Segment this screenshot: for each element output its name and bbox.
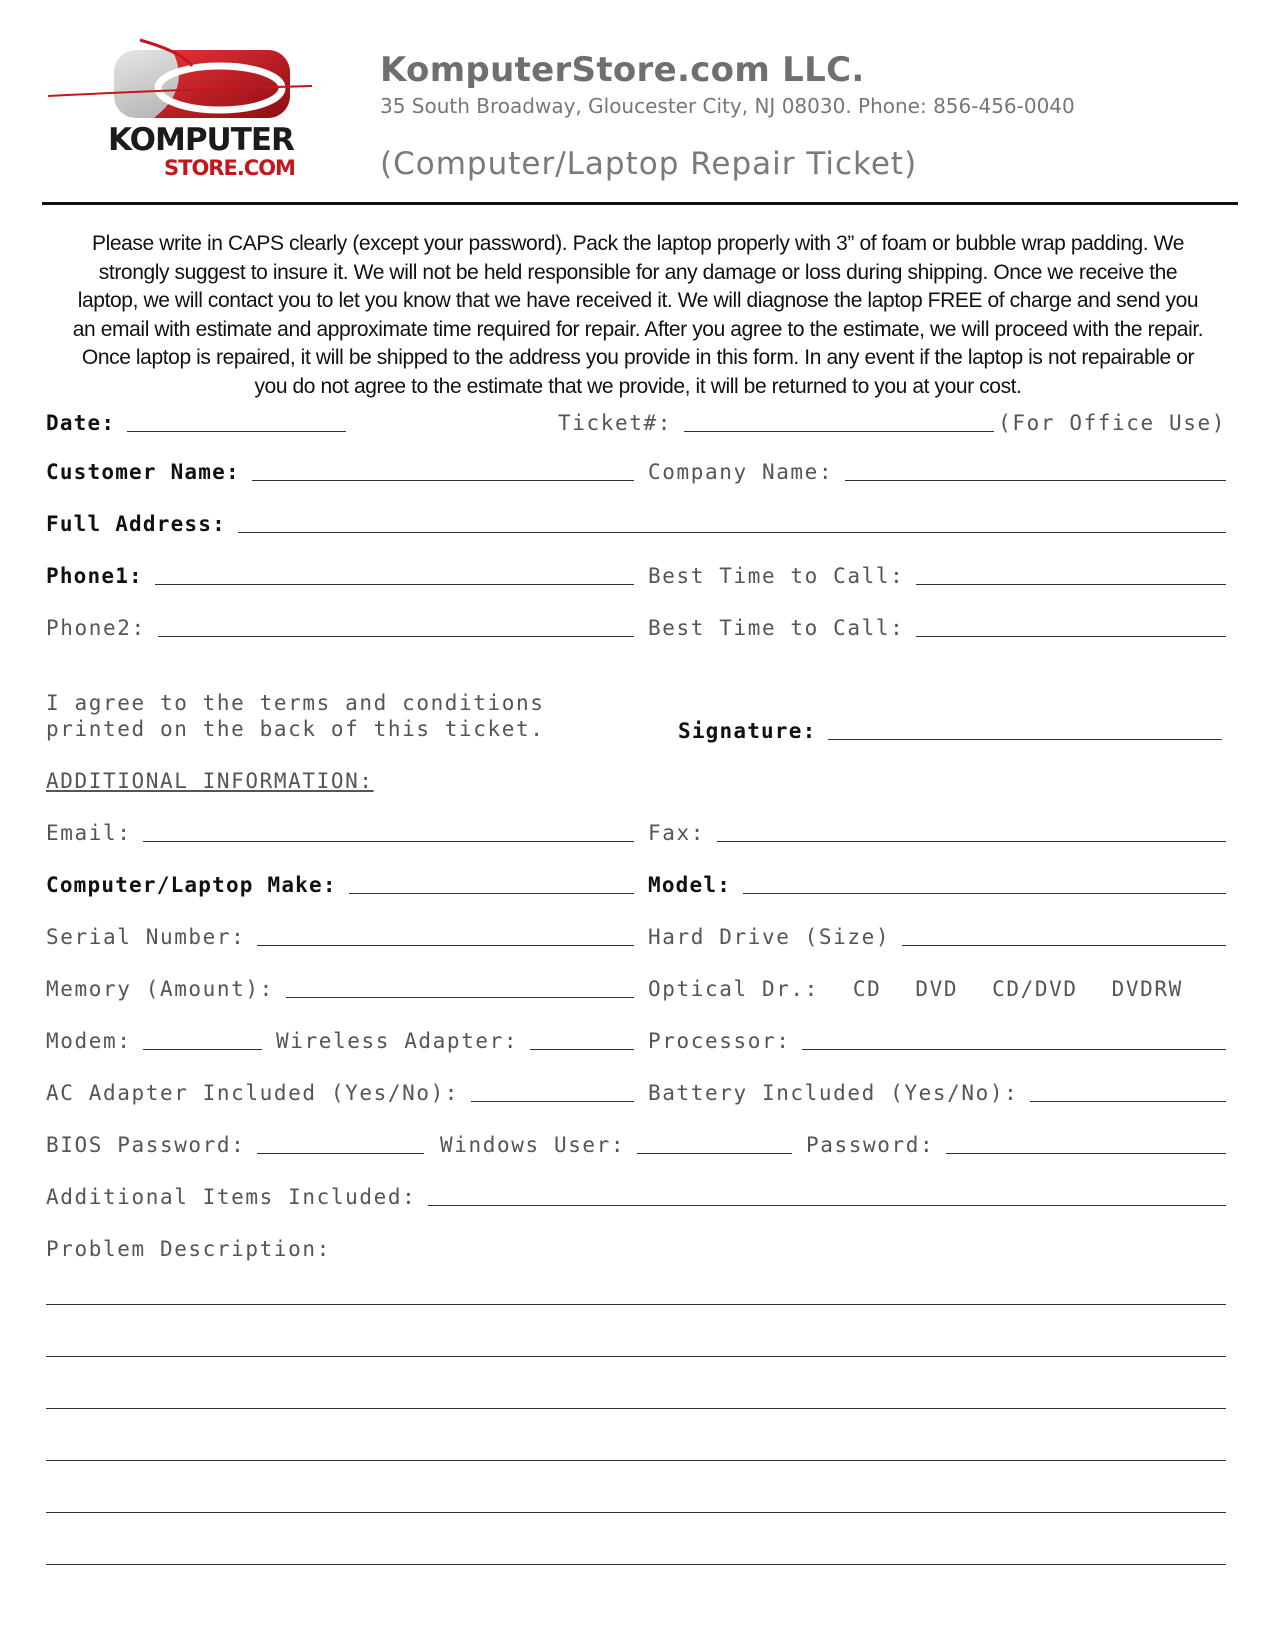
header-divider	[42, 202, 1238, 205]
windows-user-line[interactable]	[637, 1153, 792, 1154]
row-address	[46, 507, 1226, 537]
row-ac-adapter	[46, 1076, 1226, 1106]
problem-description-line[interactable]	[46, 1460, 1226, 1461]
best-time-2-field[interactable]	[648, 611, 1226, 641]
row-email	[46, 816, 1226, 846]
company-name: KomputerStore.com LLC.	[380, 50, 865, 90]
row-phone2	[46, 611, 1226, 641]
row-additional-items	[46, 1180, 1226, 1210]
modem-line[interactable]	[143, 1049, 262, 1050]
logo-text-store: STORE.COM	[164, 156, 295, 180]
serial-number-label: Serial Number:	[46, 925, 246, 949]
memory-label: Memory (Amount):	[46, 977, 274, 1001]
full-address-line[interactable]	[238, 532, 1226, 533]
problem-description-label: Problem Description:	[46, 1237, 331, 1261]
model-field[interactable]	[648, 868, 1226, 898]
email-line[interactable]	[143, 841, 634, 842]
row-customer	[46, 455, 1226, 485]
company-name-line[interactable]	[845, 480, 1226, 481]
windows-user-field[interactable]	[440, 1128, 792, 1158]
company-address: 35 South Broadway, Gloucester City, NJ 08030. Phone: 856-456-0040	[380, 94, 1075, 118]
ac-adapter-line[interactable]	[471, 1101, 634, 1102]
optical-option-dvd[interactable]: DVD	[915, 977, 959, 1001]
ticket-line[interactable]	[684, 431, 994, 432]
phone1-label: Phone1:	[46, 564, 143, 588]
wireless-adapter-label: Wireless Adapter:	[276, 1029, 519, 1053]
email-label: Email:	[46, 821, 132, 845]
password-field[interactable]	[806, 1128, 1226, 1158]
best-time-1-line[interactable]	[916, 584, 1226, 585]
ac-adapter-field[interactable]	[46, 1076, 634, 1106]
customer-name-field[interactable]	[46, 455, 634, 485]
header	[42, 28, 1238, 202]
windows-user-label: Windows User:	[440, 1133, 626, 1157]
wireless-adapter-line[interactable]	[530, 1049, 634, 1050]
problem-description-line[interactable]	[46, 1512, 1226, 1513]
optical-drive-field	[648, 972, 1226, 1002]
processor-line[interactable]	[802, 1049, 1226, 1050]
ticket-office-note: (For Office Use)	[998, 411, 1226, 435]
modem-field[interactable]	[46, 1024, 262, 1054]
row-modem	[46, 1024, 1226, 1054]
date-line[interactable]	[127, 431, 346, 432]
password-line[interactable]	[946, 1153, 1226, 1154]
instructions-paragraph: Please write in CAPS clearly (except your password). Pack the laptop properly with 3” of foam or bubble wrap padding. We strongly suggest to insure it. We will not be held responsible for any damage or loss during shipping. Once we receive the laptop, we will contact you to let you know that we have received it. We will diagnose the laptop FREE of charge and send you an email with estimate and approximate time required for repair. After you agree to the estimate, we will proceed with the repair. Once laptop is repaired, it will be shipped to the address you provide in this form. In any event if the laptop is not repairable or you do not agree to the estimate that we provide, it will be returned to you at your cost.	[72, 232, 1204, 398]
hard-drive-label: Hard Drive (Size)	[648, 925, 891, 949]
phone1-field[interactable]	[46, 559, 634, 589]
phone2-label: Phone2:	[46, 616, 146, 640]
signature-label: Signature:	[678, 719, 817, 743]
processor-label: Processor:	[648, 1029, 791, 1053]
battery-field[interactable]	[648, 1076, 1226, 1106]
company-name-field[interactable]	[648, 455, 1226, 485]
row-phone1	[46, 559, 1226, 589]
ac-adapter-label: AC Adapter Included (Yes/No):	[46, 1081, 460, 1105]
hard-drive-field[interactable]	[648, 920, 1226, 950]
problem-description-line[interactable]	[46, 1356, 1226, 1357]
best-time-2-label: Best Time to Call:	[648, 616, 905, 640]
row-make	[46, 868, 1226, 898]
bios-password-line[interactable]	[257, 1153, 424, 1154]
additional-info-heading: ADDITIONAL INFORMATION:	[46, 769, 374, 793]
agreement-line-1: I agree to the terms and conditions	[46, 691, 545, 715]
problem-description-line[interactable]	[46, 1564, 1226, 1565]
processor-field[interactable]	[648, 1024, 1226, 1054]
fax-field[interactable]	[648, 816, 1226, 846]
logo-text-komputer: KOMPUTER	[108, 122, 294, 158]
customer-name-label: Customer Name:	[46, 460, 240, 484]
row-signature	[46, 714, 1226, 744]
make-field[interactable]	[46, 868, 634, 898]
email-field[interactable]	[46, 816, 634, 846]
problem-description-line[interactable]	[46, 1408, 1226, 1409]
ticket-field[interactable]	[558, 406, 1226, 436]
fax-label: Fax:	[648, 821, 705, 845]
optical-drive-label: Optical Dr.:	[648, 977, 819, 1001]
optical-option-cd[interactable]: CD	[852, 977, 882, 1001]
ticket-label: Ticket#:	[558, 411, 672, 435]
customer-name-line[interactable]	[252, 480, 634, 481]
date-label: Date:	[46, 411, 116, 435]
additional-items-field[interactable]	[46, 1180, 1226, 1210]
serial-number-field[interactable]	[46, 920, 634, 950]
bios-password-label: BIOS Password:	[46, 1133, 246, 1157]
signature-line[interactable]	[828, 739, 1222, 740]
phone1-line[interactable]	[155, 584, 634, 585]
additional-items-label: Additional Items Included:	[46, 1185, 417, 1209]
row-date	[46, 406, 1226, 436]
row-memory	[46, 972, 1226, 1002]
model-label: Model:	[648, 873, 732, 897]
date-field[interactable]	[46, 406, 346, 436]
memory-field[interactable]	[46, 972, 634, 1002]
full-address-field[interactable]	[46, 507, 1226, 537]
bios-password-field[interactable]	[46, 1128, 424, 1158]
make-line[interactable]	[349, 893, 634, 894]
hard-drive-line[interactable]	[902, 945, 1226, 946]
make-label: Computer/Laptop Make:	[46, 873, 337, 897]
memory-line[interactable]	[286, 997, 634, 998]
optical-option-dvdrw[interactable]: DVDRW	[1111, 977, 1183, 1001]
optical-option-cd-dvd[interactable]: CD/DVD	[992, 977, 1078, 1001]
full-address-label: Full Address:	[46, 512, 226, 536]
serial-number-line[interactable]	[257, 945, 634, 946]
best-time-1-field[interactable]	[648, 559, 1226, 589]
phone2-line[interactable]	[158, 636, 634, 637]
phone2-field[interactable]	[46, 611, 634, 641]
agreement-line-2: printed on the back of this ticket.	[46, 717, 545, 741]
row-serial	[46, 920, 1226, 950]
row-bios	[46, 1128, 1226, 1158]
form-subtitle: (Computer/Laptop Repair Ticket)	[380, 146, 918, 182]
best-time-2-line[interactable]	[916, 636, 1226, 637]
additional-items-line[interactable]	[428, 1205, 1226, 1206]
model-line[interactable]	[743, 893, 1226, 894]
battery-line[interactable]	[1030, 1101, 1226, 1102]
battery-label: Battery Included (Yes/No):	[648, 1081, 1019, 1105]
signature-field[interactable]	[678, 714, 1222, 744]
problem-description-line[interactable]	[46, 1304, 1226, 1305]
wireless-adapter-field[interactable]	[276, 1024, 634, 1054]
best-time-1-label: Best Time to Call:	[648, 564, 905, 588]
fax-line[interactable]	[717, 841, 1226, 842]
modem-label: Modem:	[46, 1029, 132, 1053]
company-name-label: Company Name:	[648, 460, 834, 484]
password-label: Password:	[806, 1133, 935, 1157]
